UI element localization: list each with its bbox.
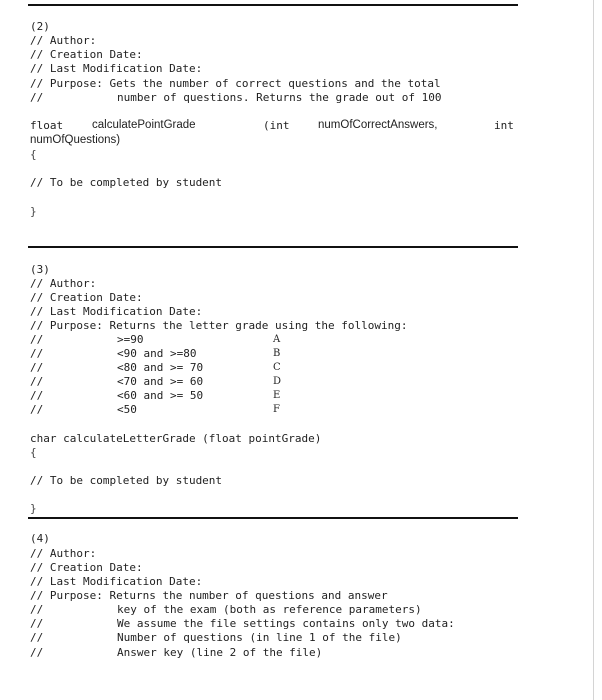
section-number: (3) (30, 263, 50, 276)
letter-grade: E (273, 390, 281, 401)
purpose-continuation: We assume the file settings contains only two data: (117, 617, 455, 630)
author-comment: // Author: (30, 547, 97, 560)
grade-range: <90 and >=80 (117, 347, 197, 360)
return-type: float (30, 119, 64, 132)
comment-prefix: // (30, 347, 44, 360)
comment-prefix: // (30, 361, 44, 374)
function-name: calculatePointGrade (92, 119, 196, 131)
function-signature: char calculateLetterGrade (float pointGrade) (30, 432, 322, 445)
divider (28, 246, 518, 248)
divider-top (28, 4, 518, 6)
close-brace: } (30, 205, 37, 218)
grade-range: <60 and >= 50 (117, 389, 204, 402)
param-name: numOfQuestions) (30, 134, 121, 146)
author-comment: // Author: (30, 34, 97, 47)
creation-date-comment: // Creation Date: (30, 48, 143, 61)
page-border (593, 0, 594, 700)
comment-prefix: // (30, 389, 44, 402)
purpose-continuation: Answer key (line 2 of the file) (117, 646, 323, 659)
comment-prefix: // (30, 375, 44, 388)
creation-date-comment: // Creation Date: (30, 561, 143, 574)
comment-prefix: // (30, 403, 44, 416)
letter-grade: B (273, 348, 281, 359)
purpose-comment: // Purpose: Returns the letter grade using the following: (30, 319, 408, 332)
comment-prefix: // (30, 631, 44, 644)
open-brace: { (30, 148, 37, 161)
last-modification-comment: // Last Modification Date: (30, 305, 203, 318)
comment-prefix: // (30, 91, 44, 104)
purpose-continuation: key of the exam (both as reference parameters) (117, 603, 422, 616)
param-type: int (494, 119, 514, 132)
purpose-continuation: Number of questions (in line 1 of the file) (117, 631, 402, 644)
comment-prefix: // (30, 646, 44, 659)
section-number: (4) (30, 532, 50, 545)
param-name: numOfCorrectAnswers, (318, 119, 438, 131)
purpose-comment: // Purpose: Returns the number of questions and answer (30, 589, 388, 602)
grade-range: <50 (117, 403, 137, 416)
grade-range: >=90 (117, 333, 144, 346)
grade-range: <80 and >= 70 (117, 361, 204, 374)
comment-prefix: // (30, 603, 44, 616)
section-number: (2) (30, 20, 50, 33)
author-comment: // Author: (30, 277, 97, 290)
divider (28, 517, 518, 519)
creation-date-comment: // Creation Date: (30, 291, 143, 304)
param-type: (int (263, 119, 290, 132)
todo-comment: // To be completed by student (30, 176, 223, 189)
last-modification-comment: // Last Modification Date: (30, 62, 203, 75)
letter-grade: D (273, 376, 282, 387)
close-brace: } (30, 502, 37, 515)
grade-range: <70 and >= 60 (117, 375, 204, 388)
letter-grade: A (273, 334, 281, 345)
comment-prefix: // (30, 333, 44, 346)
open-brace: { (30, 446, 37, 459)
purpose-continuation: number of questions. Returns the grade out of 100 (117, 91, 442, 104)
letter-grade: C (273, 362, 281, 373)
comment-prefix: // (30, 617, 44, 630)
todo-comment: // To be completed by student (30, 474, 223, 487)
letter-grade: F (273, 404, 280, 415)
purpose-comment: // Purpose: Gets the number of correct questions and the total (30, 77, 441, 90)
last-modification-comment: // Last Modification Date: (30, 575, 203, 588)
